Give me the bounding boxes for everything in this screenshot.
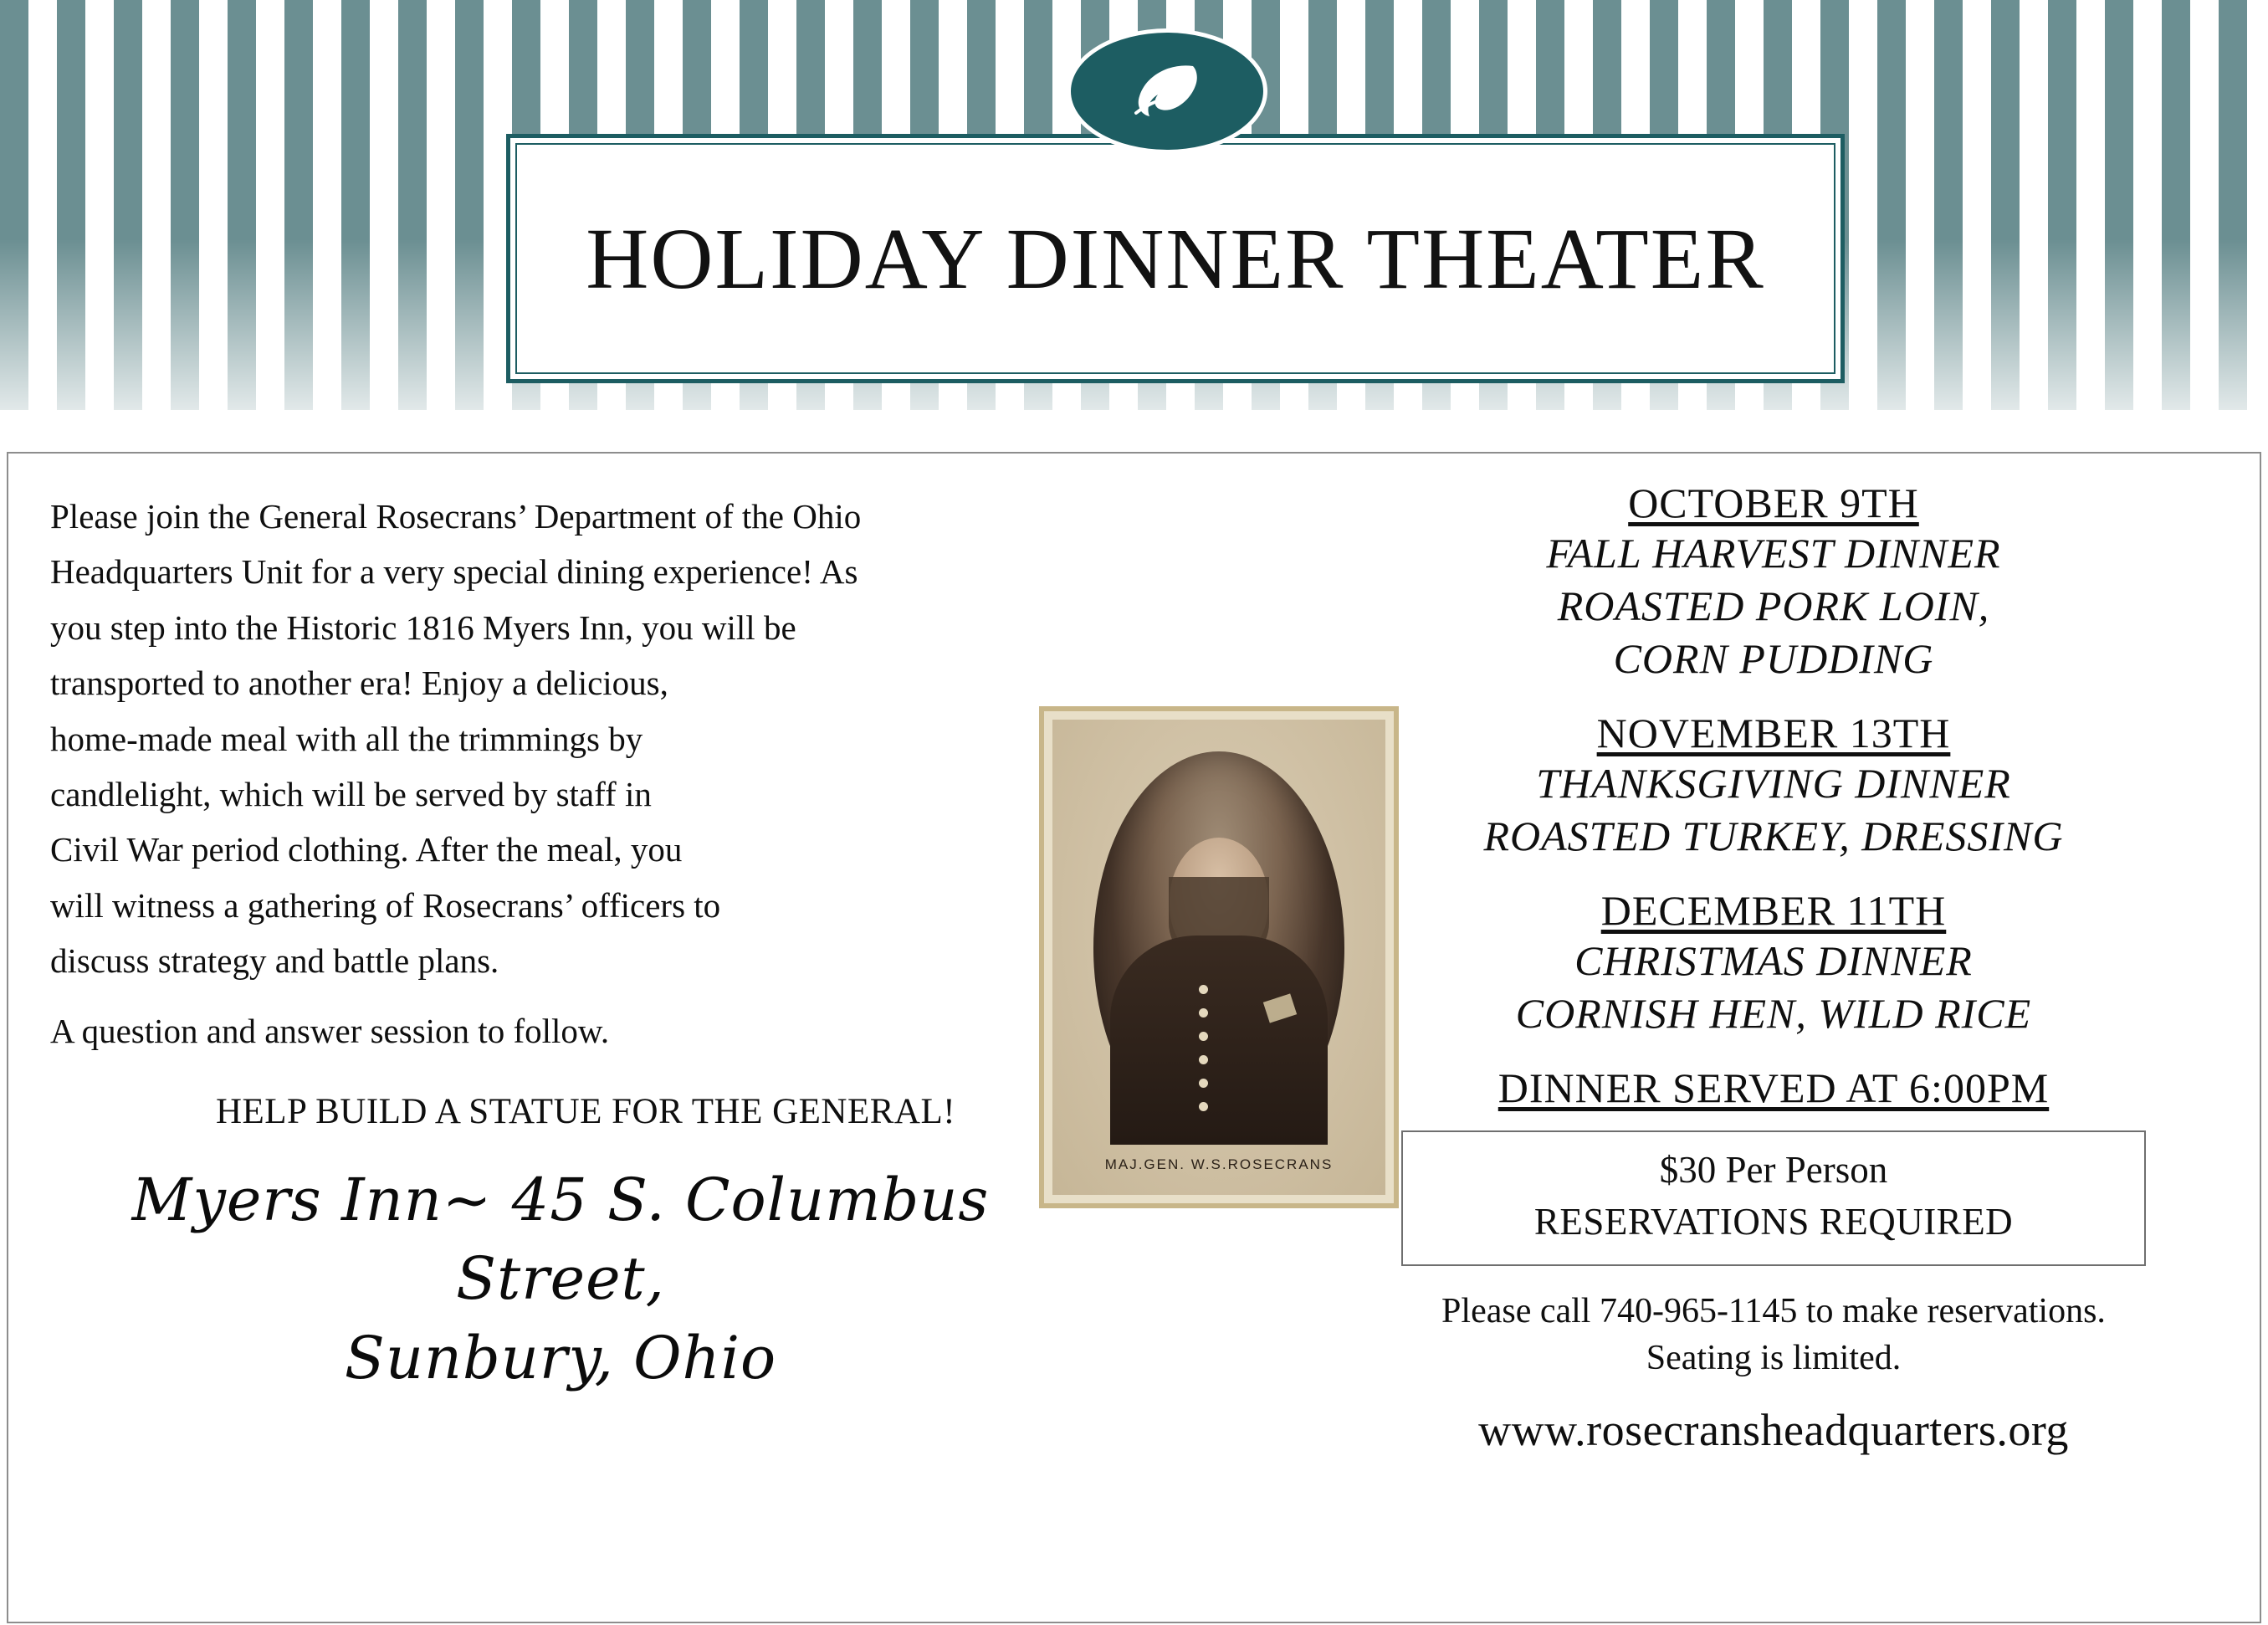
- menu-items-line-1: ROASTED TURKEY, DRESSING: [1483, 812, 2064, 859]
- address-line-1: Myers Inn~ 45 S. Columbus Street,: [131, 1165, 990, 1314]
- price-box: [1401, 1130, 2146, 1266]
- intro-line: you step into the Historic 1816 Myers Inn, you will be: [50, 607, 796, 647]
- menu-block-november: [1313, 709, 2234, 863]
- uniform-buttons: [1199, 985, 1208, 1111]
- intro-line: transported to another era! Enjoy a delicious,: [50, 664, 668, 703]
- title-plaque-inner: [515, 143, 1835, 374]
- venue-address: [50, 1161, 1071, 1398]
- intro-line: Headquarters Unit for a very special dining experience! As: [50, 552, 858, 592]
- menu-date: OCTOBER 9TH: [1628, 479, 1919, 526]
- intro-line: will witness a gathering of Rosecrans’ officers to: [50, 885, 721, 925]
- intro-line: candlelight, which will be served by staff in: [50, 775, 652, 814]
- uniform-insignia: [1263, 993, 1297, 1023]
- menu-date: DECEMBER 11TH: [1600, 887, 1947, 934]
- title-plaque: [506, 134, 1845, 383]
- qa-session-note: A question and answer session to follow.: [50, 1011, 610, 1050]
- menu-block-december: [1313, 886, 2234, 1040]
- reservations-required: RESERVATIONS REQUIRED: [1533, 1201, 2014, 1243]
- intro-line: discuss strategy and battle plans.: [50, 941, 499, 981]
- intro-paragraph: [50, 489, 1071, 989]
- phone-line: Please call 740-965-1145 to make reservations.: [1441, 1292, 2106, 1331]
- menu-name: CHRISTMAS DINNER: [1574, 937, 1973, 984]
- statue-callout: HELP BUILD A STATUE FOR THE GENERAL!: [215, 1091, 956, 1131]
- address-line-2: Sunbury, Ohio: [344, 1323, 777, 1392]
- menu-items-line-1: ROASTED PORK LOIN,: [1557, 582, 1990, 629]
- portrait-caption: MAJ.GEN. W.S.ROSECRANS: [1104, 1156, 1334, 1172]
- dinner-time-note: DINNER SERVED AT 6:00PM: [1497, 1064, 2050, 1111]
- portrait-uniform: [1110, 936, 1328, 1145]
- menu-name: FALL HARVEST DINNER: [1546, 530, 2001, 577]
- website-url[interactable]: www.rosecransheadquarters.org: [1478, 1404, 2069, 1455]
- reservation-phone-note: [1313, 1288, 2234, 1382]
- menu-items-line-1: CORNISH HEN, WILD RICE: [1515, 990, 2032, 1037]
- menu-date: NOVEMBER 13TH: [1596, 710, 1951, 756]
- menu-name: THANKSGIVING DINNER: [1536, 760, 2011, 807]
- intro-line: home-made meal with all the trimmings by: [50, 719, 643, 758]
- intro-line: Civil War period clothing. After the meal, you: [50, 830, 683, 869]
- right-column: [1313, 479, 2234, 1456]
- menu-block-october: [1313, 479, 2234, 685]
- page-title: HOLIDAY DINNER THEATER: [586, 210, 1765, 307]
- feather-scroll-icon: [1121, 58, 1213, 125]
- menu-items-line-2: CORN PUDDING: [1613, 635, 1934, 682]
- intro-line: Please join the General Rosecrans’ Department of the Ohio: [50, 497, 862, 536]
- body-panel: [7, 452, 2261, 1623]
- medallion-emblem: [1067, 28, 1267, 154]
- portrait-oval-vignette: [1093, 751, 1344, 1145]
- seating-line: Seating is limited.: [1646, 1339, 1902, 1378]
- flyer-header: [0, 0, 2268, 435]
- left-column: [50, 489, 1071, 1397]
- price-per-person: $30 Per Person: [1659, 1149, 1888, 1191]
